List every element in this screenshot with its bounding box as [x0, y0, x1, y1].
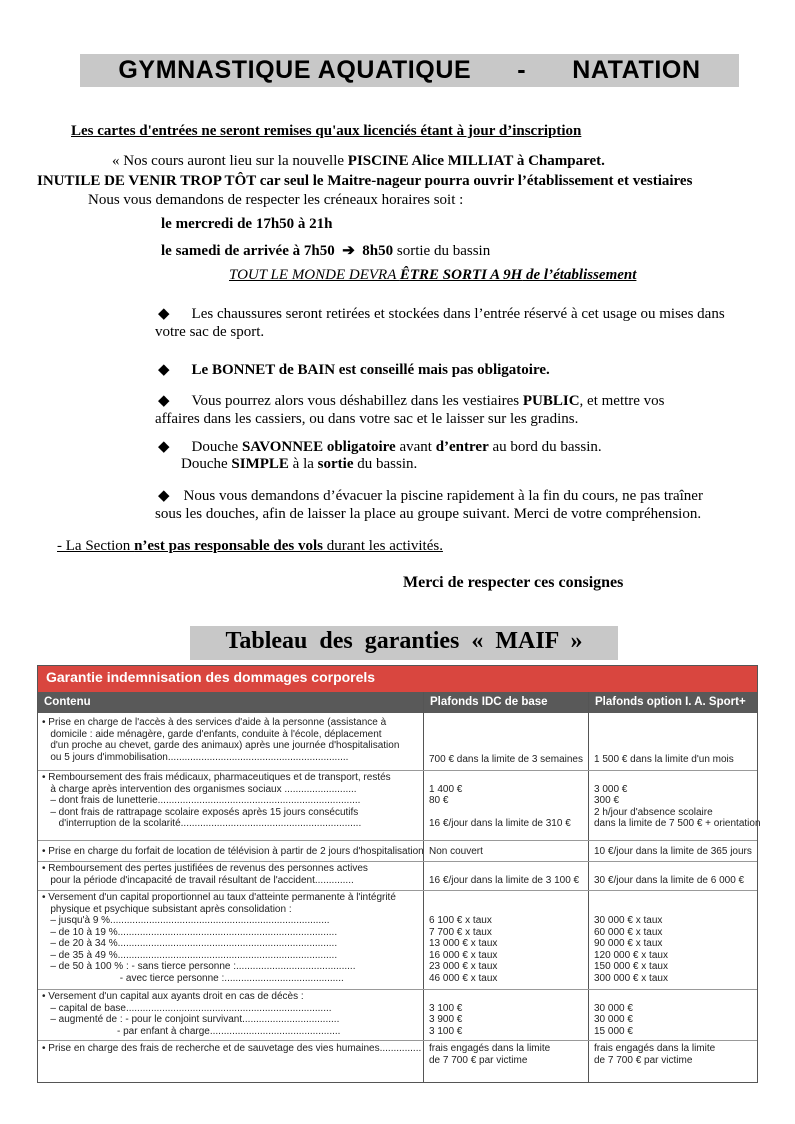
row-divider [38, 770, 757, 771]
intro-line-3: Nous vous demandons de respecter les créneaux horaires soit : [88, 192, 464, 208]
table-row-5-option: 30 000 € x taux 60 000 € x taux 90 000 € x taux 120 000 € x taux 150 000 € x taux 300 000 € x taux [594, 915, 668, 984]
column-divider [423, 692, 424, 1082]
table-row-5-content: • Versement d'un capital proportionnel au taux d'atteinte permanente à l'intégrité physique et psychique subsistant après consolidation : – jusqu'à 9 %............................................................................... – de 10 à 19 %............................................................................... – de 20 à 34 %............................................................................... – de 35 à 49 %............................................................................... – de 50 à 100 % : - sans tierce personne :........................................... - avec tierce personne :........................................... [42, 892, 396, 984]
table-row-5-base: 6 100 € x taux 7 700 € x taux 13 000 € x taux 16 000 € x taux 23 000 € x taux 46 000 € x taux [429, 915, 498, 984]
guarantee-table [37, 665, 761, 1083]
table-row-3-base: Non couvert [429, 846, 483, 857]
table-row-3-content: • Prise en charge du forfait de location de télévision à partir de 2 jours d'hospitalisation [42, 846, 424, 857]
table-row-2-base: 1 400 € 80 € 16 €/jour dans la limite de 310 € [429, 783, 571, 829]
table-row-4-base: 16 €/jour dans la limite de 3 100 € [429, 874, 580, 886]
page-title: GYMNASTIQUE AQUATIQUE - NATATION [118, 56, 701, 84]
row-divider [38, 861, 757, 862]
diamond-bullet-icon: ◆ [158, 362, 170, 378]
arrow-right-icon: ➔ [342, 243, 355, 259]
table-row-4-option: 30 €/jour dans la limite de 6 000 € [594, 874, 745, 886]
rule-changing-cont: affaires dans les cassiers, ou dans votre sac et le laisser sur les gradins. [155, 411, 579, 427]
table-row-1-content: • Prise en charge de l'accès à des services d'aide à la personne (assistance à domicile : aide ménagère, garde d'enfants, conduite à l'école, déplacement d'un proche au chevet, garde des animaux) après une journée d'hospitalisation ou 5 jours d'immobilisation................................................................. [42, 717, 400, 763]
intro-line-2: INUTILE DE VENIR TROP TÔT car seul le Maitre-nageur pourra ouvrir l’établissement et vestiaires [37, 173, 693, 189]
schedule-wednesday: le mercredi de 17h50 à 21h [161, 216, 333, 232]
table-row-2-content: • Remboursement des frais médicaux, pharmaceutiques et de transport, restés à charge après intervention des organismes sociaux .......................... – dont frais de lunetterie......................................................................... – dont frais de rattrapage scolaire exposés après 15 jours consécutifs d'interruption de la scolarité................................................................. [42, 772, 391, 829]
diamond-bullet-icon: ◆ [158, 439, 170, 455]
rule-evacuate: ◆ Nous vous demandons d’évacuer la piscine rapidement à la fin du cours, ne pas traîner [158, 488, 703, 504]
row-divider [38, 989, 757, 990]
column-header-option: Plafonds option I. A. Sport+ [589, 692, 757, 713]
intro-line-1: « Nos cours auront lieu sur la nouvelle PISCINE Alice MILLIAT à Champaret. [112, 153, 605, 169]
exit-time-notice: TOUT LE MONDE DEVRA ÊTRE SORTI A 9H de l’établissement [229, 267, 637, 283]
licence-notice: Les cartes d'entrées ne seront remises qu'aux licenciés étant à jour d’inscription [71, 123, 582, 139]
rule-evacuate-cont: sous les douches, afin de laisser la place au groupe suivant. Merci de votre compréhension. [155, 506, 702, 522]
table-row-6-option: 30 000 € 30 000 € 15 000 € [594, 1002, 633, 1037]
rule-shower: ◆ Douche SAVONNEE obligatoire avant d’entrer au bord du bassin. [158, 439, 602, 455]
diamond-bullet-icon: ◆ [158, 393, 170, 409]
row-divider [38, 1040, 757, 1041]
maif-title: Tableau des garanties « MAIF » [225, 628, 583, 654]
disclaimer: - La Section n’est pas responsable des vols durant les activités. [57, 538, 443, 554]
table-row-7-option: frais engagés dans la limite de 7 700 € par victime [594, 1043, 716, 1066]
thanks-line: Merci de respecter ces consignes [403, 574, 624, 591]
rule-shower-cont: Douche SIMPLE à la sortie du bassin. [181, 456, 418, 472]
diamond-bullet-icon: ◆ [158, 488, 170, 504]
row-divider [38, 890, 757, 891]
rule-cap: ◆ Le BONNET de BAIN est conseillé mais pas obligatoire. [158, 362, 550, 378]
table-row-1-base: 700 € dans la limite de 3 semaines [429, 754, 583, 765]
table-row-3-option: 10 €/jour dans la limite de 365 jours [594, 846, 752, 857]
table-heading-bar [38, 666, 757, 692]
table-row-7-base: frais engagés dans la limite de 7 700 € par victime [429, 1043, 551, 1066]
diamond-bullet-icon: ◆ [158, 306, 170, 322]
rule-shoes: ◆ Les chaussures seront retirées et stockées dans l’entrée réservé à cet usage ou mises dans [158, 306, 725, 322]
column-header-base: Plafonds IDC de base [424, 692, 588, 713]
column-header-content: Contenu [38, 692, 423, 713]
rule-changing: ◆ Vous pourrez alors vous déshabillez dans les vestiaires PUBLIC, et mettre vos [158, 393, 665, 409]
table-row-2-option: 3 000 € 300 € 2 h/jour d'absence scolaire dans la limite de 7 500 € + orientation [594, 783, 761, 829]
table-heading: Garantie indemnisation des dommages corporels [46, 669, 376, 685]
table-row-4-content: • Remboursement des pertes justifiées de revenus des personnes actives pour la période d'incapacité de travail résultant de l'accident.............. [42, 863, 368, 886]
table-row-1-option: 1 500 € dans la limite d'un mois [594, 754, 734, 765]
schedule-saturday: le samedi de arrivée à 7h50 ➔ 8h50 sortie du bassin [161, 243, 491, 259]
table-row-6-base: 3 100 € 3 900 € 3 100 € [429, 1002, 463, 1037]
table-row-7-content: • Prise en charge des frais de recherche et de sauvetage des vies humaines............... [42, 1043, 422, 1054]
column-divider [588, 692, 589, 1082]
row-divider [38, 840, 757, 841]
rule-shoes-cont: votre sac de sport. [155, 324, 265, 340]
table-row-6-content: • Versement d'un capital aux ayants droit en cas de décès : – capital de base.......................................................................... – augmenté de : - pour le conjoint survivant................................... - par enfant à charge............................................... [42, 991, 341, 1037]
